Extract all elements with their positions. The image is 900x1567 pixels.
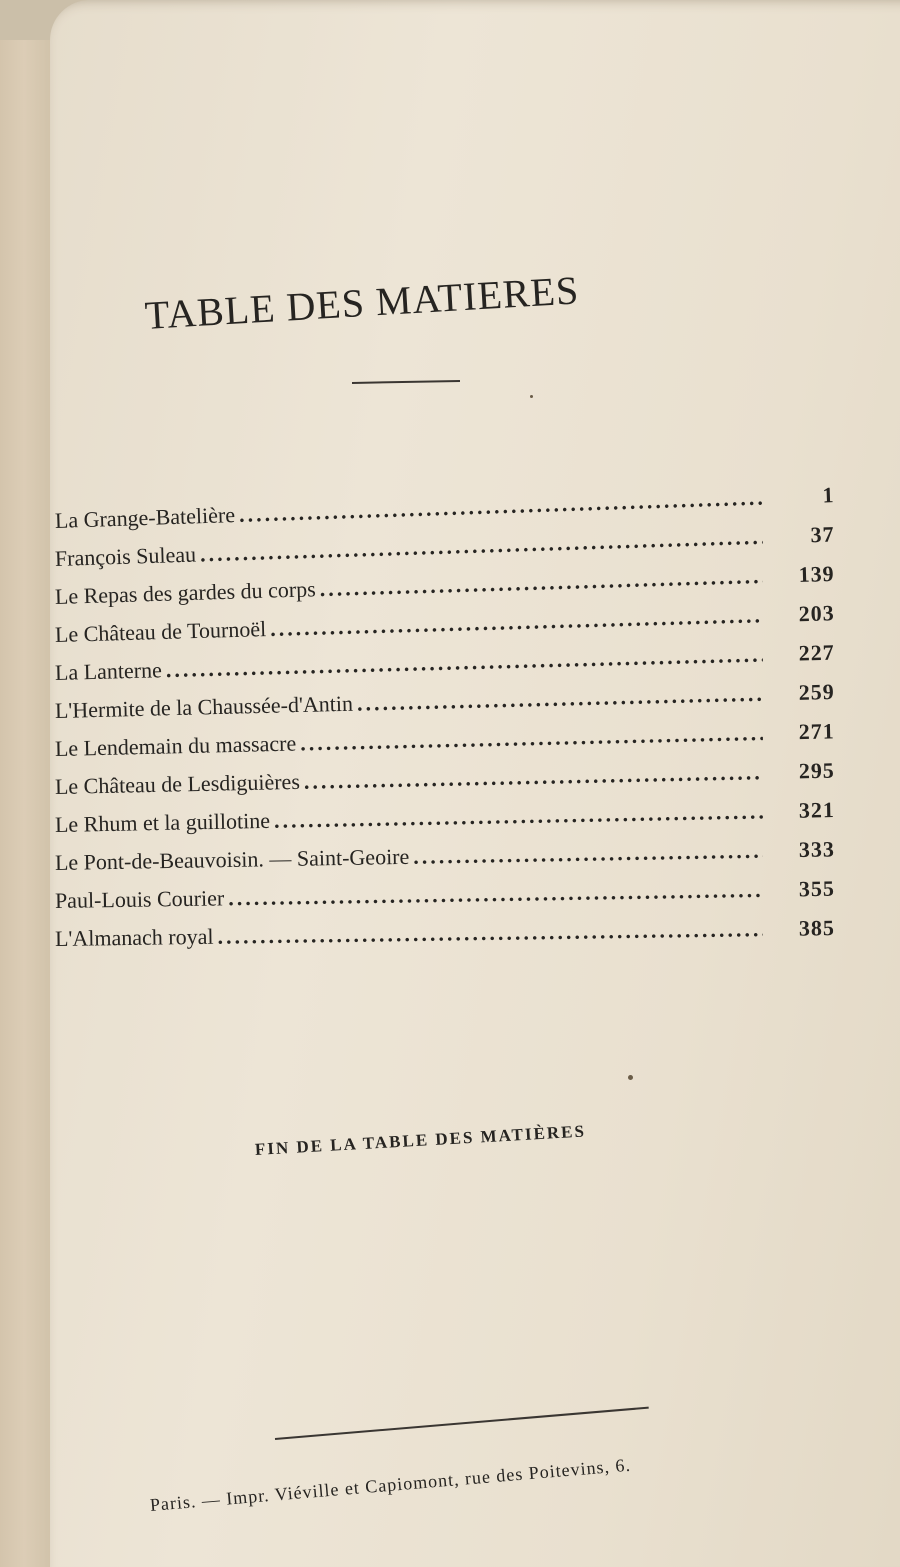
toc-entry-page: 259: [798, 678, 836, 705]
toc-entry-page: 333: [798, 836, 836, 863]
toc-entry-label: Le Château de Lesdiguières: [54, 768, 301, 799]
toc-entry-label: Le Repas des gardes du corps: [54, 576, 317, 609]
toc-entry-page: 227: [798, 639, 835, 666]
toc-entry-label: L'Hermite de la Chaussée-d'Antin: [54, 690, 354, 723]
toc-entry-label: La Grange-Batelière: [54, 502, 236, 533]
toc-entry-page: 37: [810, 521, 835, 548]
toc-entry-page: 295: [798, 757, 836, 784]
toc-entry-page: 1: [822, 482, 835, 508]
toc-entry-label: Le Rhum et la guillotine: [54, 807, 271, 837]
paper-speck: [530, 395, 533, 398]
toc-entry-page: 321: [798, 797, 836, 823]
toc-entry-page: 385: [798, 915, 836, 941]
toc-entry-label: Le Château de Tournoël: [54, 616, 267, 647]
toc-entry-page: 203: [798, 600, 835, 627]
toc-entry-label: L'Almanach royal: [54, 923, 214, 951]
toc-entry-label: Le Pont-de-Beauvoisin. — Saint-Geoire: [54, 843, 410, 875]
toc-entry-label: Le Lendemain du massacre: [54, 730, 297, 761]
toc-leader-dots: [413, 838, 763, 870]
toc-entry-page: 271: [798, 718, 836, 745]
paper-speck: [628, 1075, 633, 1080]
toc-entry-page: 355: [798, 875, 836, 902]
page-title: TABLE DES MATIERES: [143, 267, 581, 338]
toc-entry-label: Paul-Louis Courier: [54, 885, 225, 913]
end-of-table-note: FIN DE LA TABLE DES MATIÈRES: [254, 1121, 587, 1159]
toc-entry-label: François Suleau: [54, 541, 197, 571]
toc-entry-page: 139: [798, 560, 835, 587]
toc-entry-label: La Lanterne: [54, 657, 163, 685]
printer-imprint: Paris. — Impr. Viéville et Capiomont, rue des Poitevins, 6.: [149, 1454, 632, 1515]
